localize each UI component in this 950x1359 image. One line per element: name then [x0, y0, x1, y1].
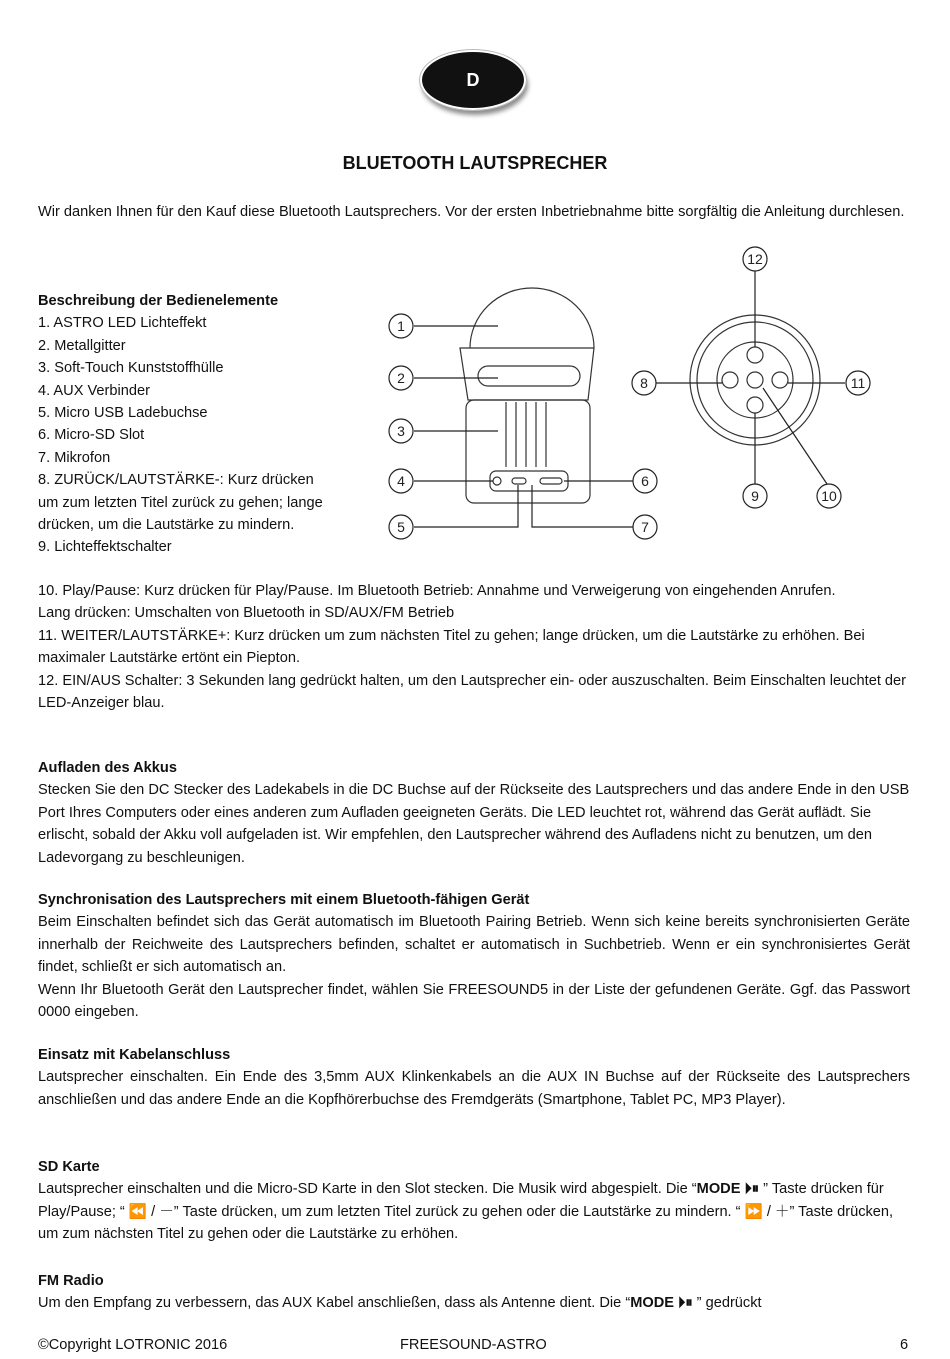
sd-text-part: Lautsprecher einschalten und die Micro-SD Karte in den Slot stecken. Die Musik wird abgespielt. Die “ [38, 1181, 697, 1198]
callout-label: 7 [641, 519, 649, 535]
callout-markers [389, 247, 870, 539]
callout-label: 5 [397, 519, 405, 535]
sd-section [38, 1156, 910, 1246]
callout-lines [414, 270, 845, 527]
sd-text [38, 1178, 910, 1245]
list-item: 4. AUX Verbinder [38, 382, 150, 399]
callout-label: 8 [640, 375, 648, 391]
footer-page-number: 6 [900, 1337, 909, 1353]
cable-section [38, 1044, 910, 1111]
charging-section [38, 757, 910, 869]
list-item: 5. Micro USB Ladebuchse [38, 405, 208, 422]
list-item: 9. Lichteffektschalter [38, 539, 172, 556]
fm-text [38, 1292, 910, 1314]
sync-text: Beim Einschalten befindet sich das Gerät automatisch im Bluetooth Pairing Betrieb. Wenn sich keine bereits synchronisierten Geräte innerhalb der Reichweite des Lautsprechers befinden, schaltet er automatisch in Suchbetrieb. Wenn er ein synchronisiertes Gerät findet, schließt er sich automatisch an. [38, 914, 910, 976]
fm-section [38, 1270, 910, 1315]
cable-heading: Einsatz mit Kabelanschluss [38, 1047, 231, 1063]
language-badge: D [420, 50, 526, 110]
controls-list-continued [38, 580, 910, 714]
charging-heading: Aufladen des Akkus [38, 760, 177, 776]
speaker-side-view [460, 288, 594, 503]
list-item: 6. Micro-SD Slot [38, 427, 145, 444]
list-item: Lang drücken: Umschalten von Bluetooth in SD/AUX/FM Betrieb [38, 605, 455, 622]
controls-list [38, 290, 338, 559]
sd-text-part: ” Taste drücken für Play/Pause; “ [38, 1181, 884, 1220]
sync-text-2: Wenn Ihr Bluetooth Gerät den Lautsprecher findet, wählen Sie FREESOUND5 in der Liste der gefundenen Geräte. Ggf. das Passwort 0000 eingeben. [38, 981, 910, 1021]
sd-text-part: ” Taste drücken, um zum letzten Titel zurück zu gehen oder die Lautstärke zu mindern. “ [173, 1203, 745, 1220]
callout-label: 11 [850, 375, 866, 391]
list-item: 7. Mikrofon [38, 449, 111, 466]
callout-label: 3 [397, 423, 405, 439]
callout-label: 9 [751, 488, 759, 504]
intro-text: Wir danken Ihnen für den Kauf diese Bluetooth Lautsprechers. Vor der ersten Inbetriebnahme bitte sorgfältig die Anleitung durchlesen. [38, 204, 905, 220]
footer-copyright: ©Copyright LOTRONIC 2016 [38, 1337, 228, 1353]
list-item: 8. ZURÜCK/LAUTSTÄRKE-: Kurz drücken um zum letzten Titel zurück zu gehen; lange drücken, um die Lautstärke zu mindern. [38, 472, 323, 534]
sync-section [38, 889, 910, 1023]
footer-model: FREESOUND-ASTRO [400, 1337, 547, 1353]
sd-text-part: ” Taste drücken, um zum nächsten Titel zu gehen oder die Lautstärke zu erhöhen. [38, 1203, 894, 1243]
mode-play-pause-symbol: MODE ⏵⏸ [630, 1295, 693, 1312]
list-item: 3. Soft-Touch Kunststoffhülle [38, 360, 224, 377]
list-item: 12. EIN/AUS Schalter: 3 Sekunden lang gedrückt halten, um den Lautsprecher ein- oder auszuschalten. Beim Einschalten leuchtet der LED-Anzeiger blau. [38, 672, 907, 712]
list-item: 1. ASTRO LED Lichteffekt [38, 315, 207, 332]
sync-heading: Synchronisation des Lautsprechers mit einem Bluetooth-fähigen Gerät [38, 892, 530, 908]
fm-heading: FM Radio [38, 1273, 104, 1289]
cable-text: Lautsprecher einschalten. Ein Ende des 3,5mm AUX Klinkenkabels an die AUX IN Buchse auf der Rückseite des Lautsprechers anschließen und das andere Ende an die Kopfhörerbuchse des Fremdgeräts (Smartphone, Tablet PC, MP3 Player). [38, 1069, 910, 1108]
callout-label: 1 [397, 318, 405, 334]
sd-heading: SD Karte [38, 1159, 100, 1175]
fm-text-part: Um den Empfang zu verbessern, das AUX Kabel anschließen, dass als Antenne dient. Die “ [38, 1295, 631, 1312]
speaker-diagram [380, 240, 880, 550]
callout-label: 2 [397, 370, 405, 386]
mode-play-pause-symbol: MODE ⏵⏸ [696, 1181, 760, 1198]
controls-heading: Beschreibung der Bedienelemente [38, 293, 279, 309]
callout-label: 12 [747, 251, 763, 267]
fm-text-part: ” gedrückt [692, 1295, 762, 1312]
next-volume-up-symbol: ⏩ / ＋ [744, 1203, 790, 1220]
callout-label: 6 [641, 473, 649, 489]
page-title: BLUETOOTH LAUTSPRECHER [342, 153, 608, 173]
callout-label: 4 [397, 473, 405, 489]
list-item: 2. Metallgitter [38, 337, 126, 354]
charging-text: Stecken Sie den DC Stecker des Ladekabels in die DC Buchse auf der Rückseite des Lautsprechers und das andere Ende in den USB Port Ihres Computers oder eines anderen zum Aufladen geeigneten Geräts. Die LED leuchtet rot, während das Gerät auflädt. Sie erlischt, sobald der Akku voll aufgeladen ist. Wir empfehlen, den Lautsprecher während des Aufladens nicht zu benutzen, um den Ladevorgang zu beschleunigen. [38, 782, 910, 866]
list-item: 10. Play/Pause: Kurz drücken für Play/Pause. Im Bluetooth Betrieb: Annahme und Verweigerung von eingehenden Anrufen. [38, 583, 836, 599]
callout-label: 10 [821, 488, 837, 504]
prev-volume-down-symbol: ⏪ / － [128, 1203, 174, 1220]
list-item: 11. WEITER/LAUTSTÄRKE+: Kurz drücken um zum nächsten Titel zu gehen; lange drücken, um die Lautstärke zu erhöhen. Bei maximaler Lautstärke ertönt ein Piepton. [38, 627, 865, 667]
